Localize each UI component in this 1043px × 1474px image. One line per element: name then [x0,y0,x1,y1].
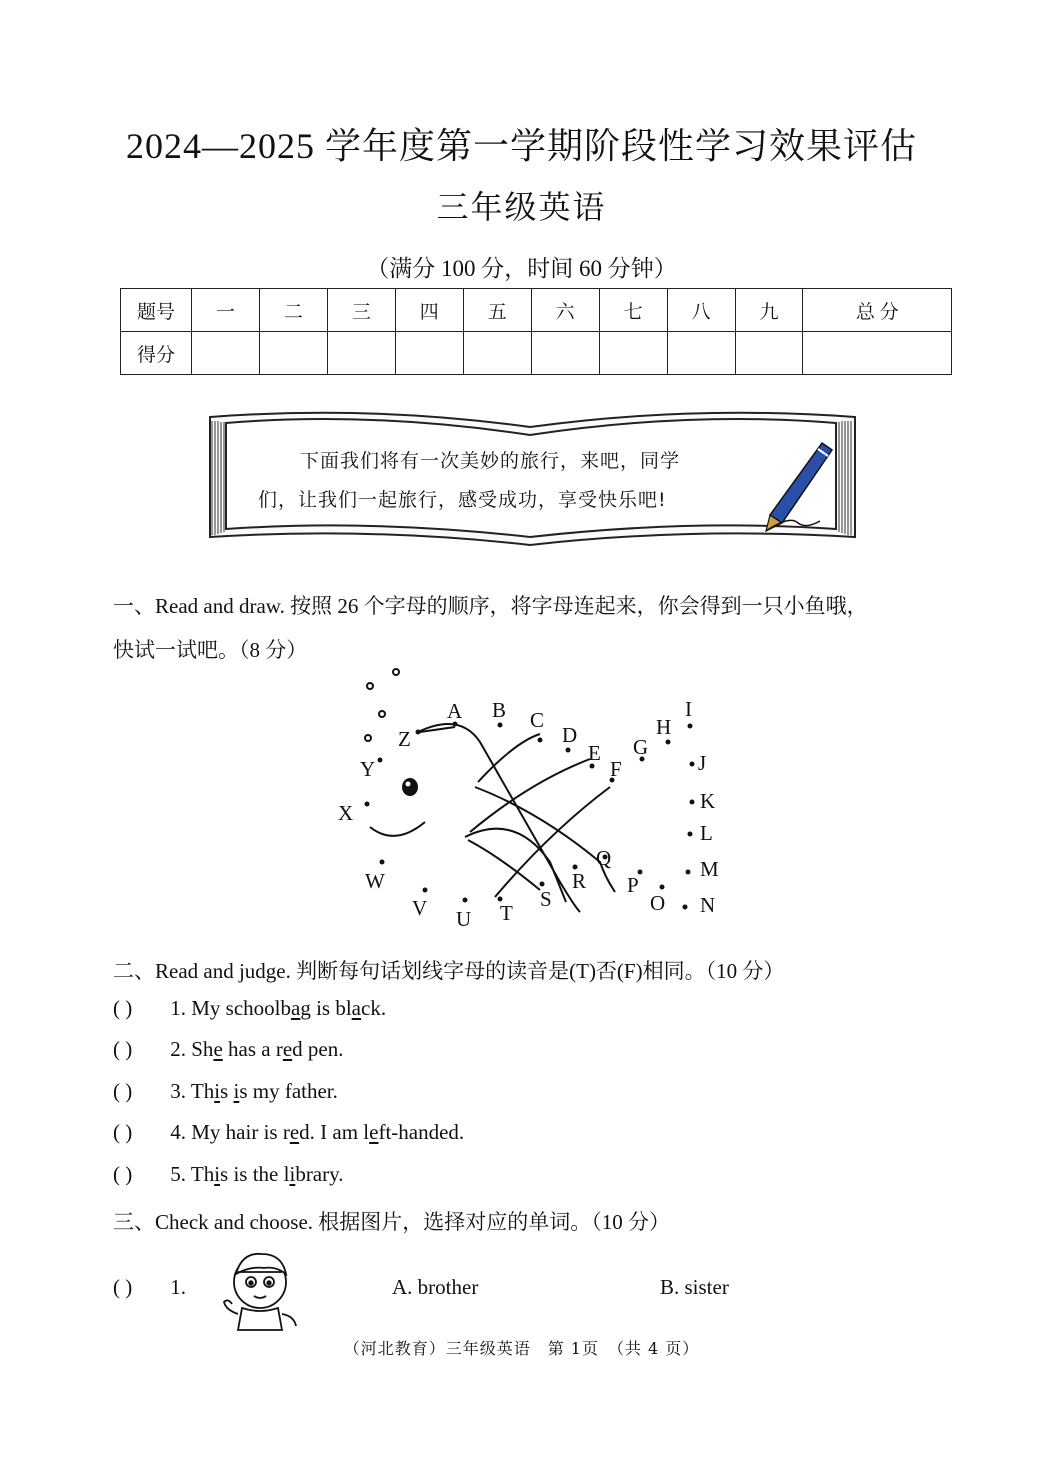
exam-info: （满分 100 分，时间 60 分钟） [366,256,677,281]
section1-heading-line1: 一、Read and draw. 按照 26 个字母的顺序，将字母连起来，你会得到一只小鱼哦， [113,594,868,618]
choose-item-1: ( ) 1. [113,1275,186,1299]
section3-heading: 三、Check and choose. 根据图片，选择对应的单词。（10 分） [113,1210,671,1234]
banner-line-2: 们，让我们一起旅行，感受成功，享受快乐吧! [258,489,667,511]
score-col: 六 [531,289,599,332]
exam-title: 2024—2025 学年度第一学期阶段性学习效果评估 [125,126,917,166]
dot-label: K [700,789,716,813]
score-cell[interactable] [531,332,599,375]
score-col: 八 [667,289,735,332]
score-table-score-row [121,332,952,375]
score-cell[interactable] [192,332,260,375]
score-cell[interactable] [803,332,952,375]
score-table-label: 题号 [121,289,192,332]
answer-blank[interactable]: ( ) [113,1037,133,1061]
dot-label: H [656,715,672,739]
score-cell[interactable] [463,332,531,375]
open-book-banner [200,405,865,555]
score-col: 三 [327,289,395,332]
connect-dots-fish-figure [330,662,740,927]
judge-item-5: ( ) 5. This is the library. [113,1162,344,1186]
option-b[interactable]: B. sister [660,1275,729,1299]
fish-eye [402,778,418,796]
dot-label: Y [360,757,376,781]
boy-illustration [220,1244,300,1336]
score-col: 九 [735,289,803,332]
answer-blank[interactable]: ( ) [113,1275,133,1299]
judge-item-3: ( ) 3. This is my father. [113,1079,338,1103]
score-col: 五 [463,289,531,332]
judge-item-4: ( ) 4. My hair is red. I am left-handed. [113,1120,465,1144]
dot-label: E [588,741,601,765]
dot-label: M [700,857,719,881]
score-cell[interactable] [667,332,735,375]
score-col: 一 [192,289,260,332]
option-a[interactable]: A. brother [392,1275,479,1299]
judge-item-2: ( ) 2. She has a red pen. [113,1037,344,1061]
dot-label: O [650,891,666,915]
dot-label: U [456,907,472,927]
dot-label: D [562,723,578,747]
dot-label: W [365,869,385,893]
score-cell[interactable] [327,332,395,375]
judge-item-1: ( ) 1. My schoolbag is black. [113,996,387,1020]
score-col: 四 [395,289,463,332]
section1-heading-line2: 快试一试吧。（8 分） [113,638,308,662]
dot-label: Q [596,846,612,870]
score-cell[interactable] [259,332,327,375]
dot-label: P [627,873,639,897]
answer-blank[interactable]: ( ) [113,1120,133,1144]
dot-label: F [610,757,622,781]
score-table [120,288,952,375]
score-cell[interactable] [599,332,667,375]
score-col: 二 [259,289,327,332]
dot-label: R [572,869,587,893]
dot-label: A [447,699,463,723]
dot-label: L [700,821,713,845]
score-table-header-row [121,289,952,332]
dot-label: S [540,887,552,911]
score-row-label: 得分 [121,332,192,375]
answer-blank[interactable]: ( ) [113,996,133,1020]
dot-label: X [338,801,354,825]
answer-blank[interactable]: ( ) [113,1079,133,1103]
dot-label: G [633,735,649,759]
section2-heading: 二、Read and judge. 判断每句话划线字母的读音是(T)否(F)相同。（10 分） [113,959,785,983]
exam-subtitle: 三年级英语 [436,189,607,225]
dot-label: B [492,698,507,722]
answer-blank[interactable]: ( ) [113,1162,133,1186]
score-cell[interactable] [395,332,463,375]
dot-label: Z [398,727,411,751]
dot-label: J [698,751,707,775]
score-col: 七 [599,289,667,332]
banner-line-1: 下面我们将有一次美妙的旅行，来吧，同学 [300,450,681,472]
score-cell[interactable] [735,332,803,375]
dot-label: C [530,708,545,732]
score-col-total: 总 分 [803,289,952,332]
dot-label: V [412,896,428,920]
dot-label: I [685,697,692,721]
dot-label: N [700,893,716,917]
page-footer: （河北教育）三年级英语 第 1页 （共 4 页） [343,1339,700,1358]
dot-label: T [500,901,513,925]
